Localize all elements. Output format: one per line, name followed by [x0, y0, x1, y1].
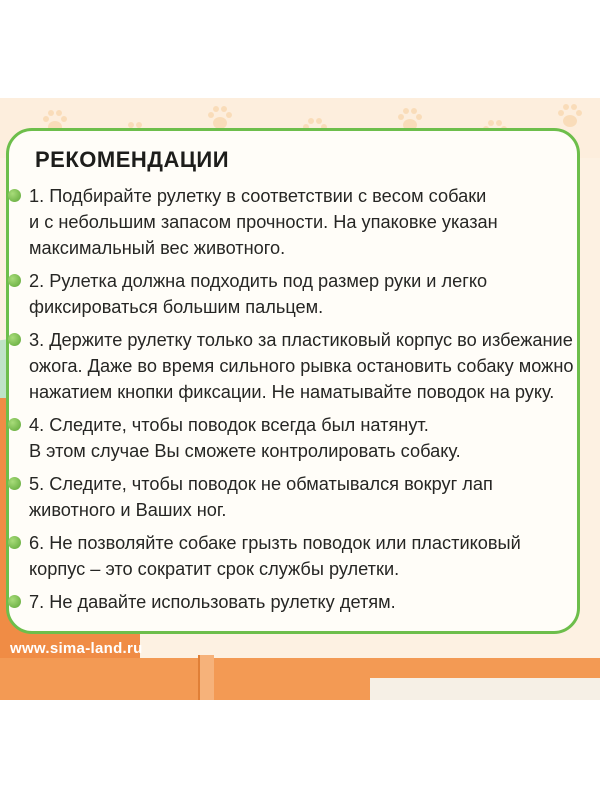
- list-item: [9, 412, 577, 464]
- website-url: www.sima-land.ru: [10, 640, 143, 657]
- box-edge: [198, 655, 214, 700]
- card-title: РЕКОМЕНДАЦИИ: [35, 147, 230, 172]
- green-dot-icon: [8, 274, 21, 287]
- green-dot-icon: [8, 595, 21, 608]
- list-item: [9, 327, 577, 405]
- item-text: 4. Следите, чтобы поводок всегда был натянут. В этом случае Вы сможете контролировать собаку.: [29, 415, 461, 461]
- green-dot-icon: [8, 418, 21, 431]
- green-dot-icon: [8, 333, 21, 346]
- item-text: 1. Подбирайте рулетку в соответствии с весом собаки и с небольшим запасом прочности. На упаковке указан максимальный вес животного.: [29, 186, 498, 258]
- recommendations-list: [9, 183, 577, 622]
- recommendations-card: [6, 128, 580, 634]
- paw-print-icon: [555, 102, 585, 130]
- item-text: 5. Следите, чтобы поводок не обматывался вокруг лап животного и Ваших ног.: [29, 474, 493, 520]
- box-bottom-edge: [370, 678, 600, 700]
- green-dot-icon: [8, 477, 21, 490]
- list-item: [9, 183, 577, 261]
- item-text: 2. Рулетка должна подходить под размер руки и легко фиксироваться большим пальцем.: [29, 271, 488, 317]
- list-item: [9, 471, 577, 523]
- green-dot-icon: [8, 536, 21, 549]
- item-text: 3. Держите рулетку только за пластиковый корпус во избежание ожога. Даже во время сильного рывка остановить собаку можно нажатием кнопки фиксации. Не наматывайте поводок на руку.: [29, 330, 574, 402]
- item-text: 6. Не позволяйте собаке грызть поводок или пластиковый корпус – это сократит срок службы рулетки.: [29, 533, 521, 579]
- list-item: [9, 589, 577, 615]
- list-item: [9, 268, 577, 320]
- list-item: [9, 530, 577, 582]
- green-dot-icon: [8, 189, 21, 202]
- item-text: 7. Не давайте использовать рулетку детям.: [29, 592, 396, 612]
